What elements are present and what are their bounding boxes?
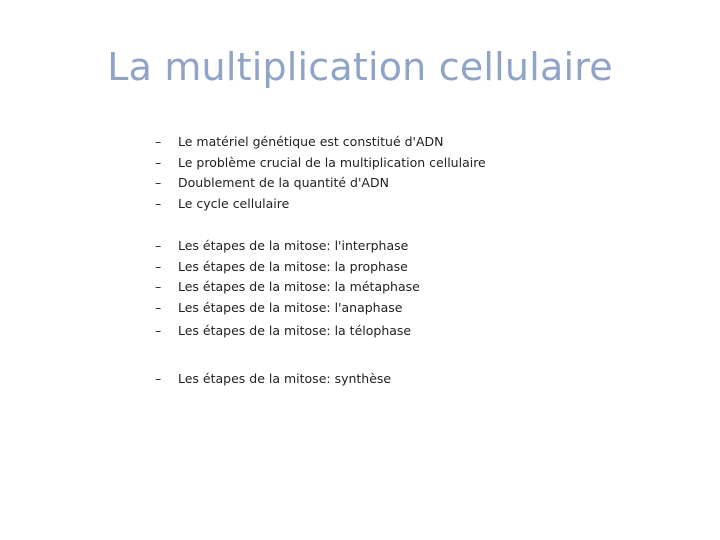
bullet-text: Les étapes de la mitose: l'interphase <box>178 238 409 253</box>
bullet-list-synthesis <box>155 371 391 392</box>
bullet-dash-icon: – <box>155 154 162 170</box>
bullet-text: Le matériel génétique est constitué d'ADN <box>178 134 444 149</box>
bullet-item <box>155 279 420 300</box>
bullet-text: Le cycle cellulaire <box>178 195 290 211</box>
bullet-text: Les étapes de la mitose: synthèse <box>178 371 392 386</box>
bullet-dash-icon: – <box>155 175 162 190</box>
bullet-list-mitosis-phases <box>155 238 420 320</box>
bullet-item <box>155 323 411 344</box>
bullet-list-telophase <box>155 323 411 344</box>
bullet-item <box>155 259 420 280</box>
bullet-item <box>155 155 486 176</box>
bullet-item <box>155 134 486 155</box>
bullet-list-intro <box>155 134 486 216</box>
bullet-dash-icon: – <box>155 371 162 386</box>
bullet-item <box>155 238 420 259</box>
bullet-dash-icon: – <box>155 238 162 253</box>
bullet-dash-icon: – <box>155 299 162 315</box>
bullet-item <box>155 371 391 392</box>
bullet-dash-icon: – <box>155 323 162 338</box>
bullet-text: Les étapes de la mitose: la prophase <box>178 258 408 274</box>
bullet-text: Doublement de la quantité d'ADN <box>178 175 389 190</box>
bullet-dash-icon: – <box>155 195 162 211</box>
bullet-text: Le problème crucial de la multiplication cellulaire <box>178 154 486 170</box>
bullet-dash-icon: – <box>155 134 162 149</box>
bullet-item <box>155 300 420 321</box>
bullet-text: Les étapes de la mitose: l'anaphase <box>178 299 403 315</box>
bullet-dash-icon: – <box>155 279 162 294</box>
bullet-text: Les étapes de la mitose: la métaphase <box>178 279 420 294</box>
bullet-text: Les étapes de la mitose: la télophase <box>178 323 412 338</box>
bullet-dash-icon: – <box>155 258 162 274</box>
bullet-item <box>155 196 486 217</box>
slide-title: La multiplication cellulaire <box>107 45 613 89</box>
bullet-item <box>155 175 486 196</box>
